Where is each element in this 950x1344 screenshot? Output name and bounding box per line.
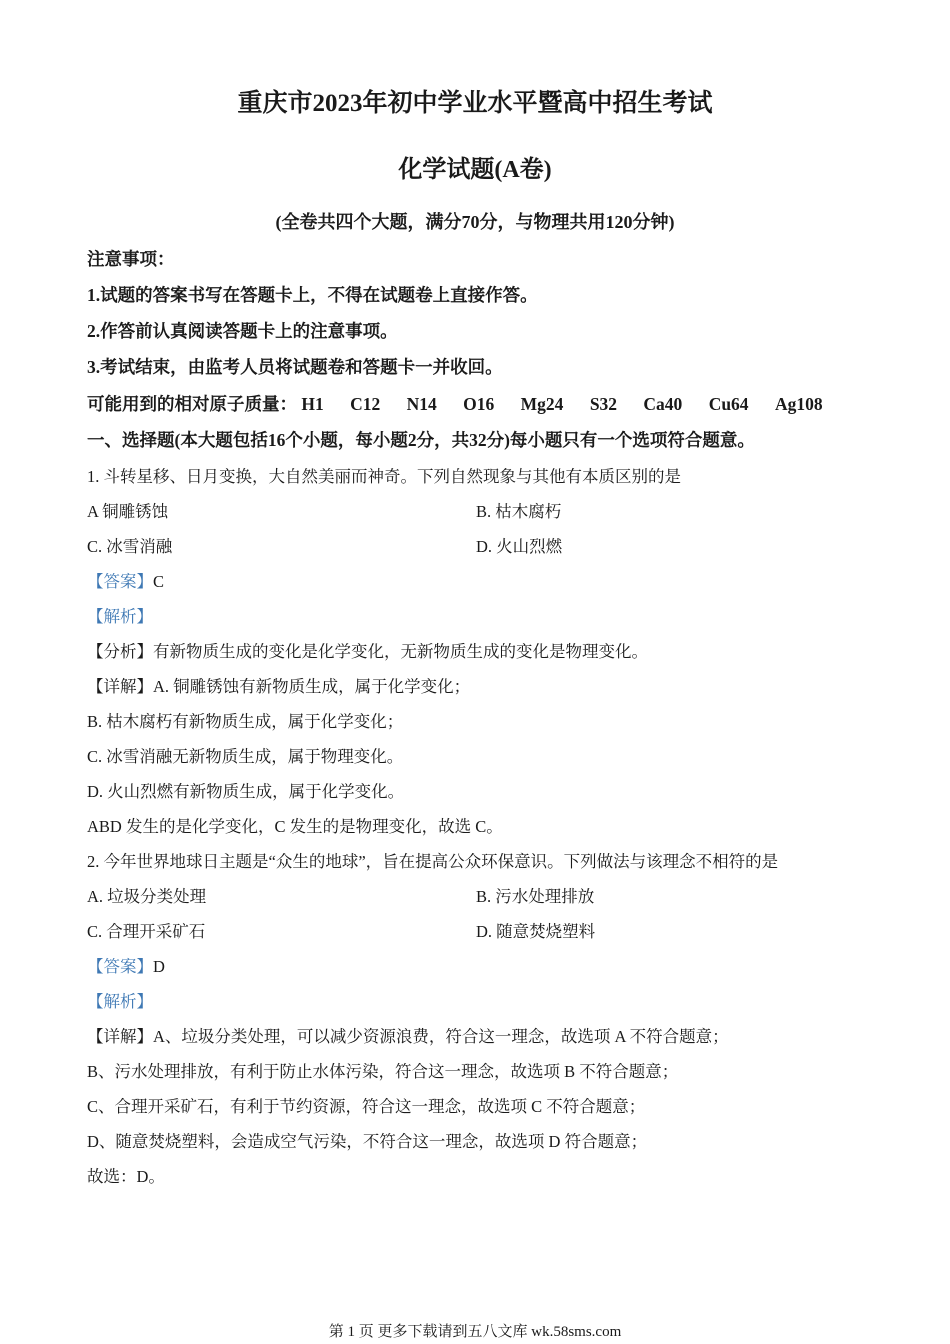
atomic-mass: Cu64 bbox=[708, 394, 749, 414]
atomic-mass: Mg24 bbox=[520, 394, 564, 414]
atomic-mass: Ag108 bbox=[774, 394, 823, 414]
question-1-stem: 1. 斗转星移、日月变换，大自然美丽而神奇。下列自然现象与其他有本质区别的是 bbox=[87, 467, 681, 486]
question-2-option-a: A. 垃圾分类处理 bbox=[87, 887, 207, 906]
question-1-answer bbox=[87, 570, 164, 594]
answer-value: C bbox=[153, 572, 165, 591]
answer-tag: 【答案】 bbox=[87, 572, 153, 591]
question-2-analysis-tag: 【解析】 bbox=[87, 992, 153, 1011]
question-2-option-c: C. 合理开采矿石 bbox=[87, 922, 206, 941]
explanation-tag: 【分析】 bbox=[87, 642, 153, 661]
notice-heading: 注意事项： bbox=[87, 249, 175, 269]
explanation-line bbox=[87, 675, 470, 699]
exam-title: 重庆市2023年初中学业水平暨高中招生考试 bbox=[237, 90, 713, 117]
atomic-mass: O16 bbox=[463, 394, 495, 414]
exam-note: (全卷共四个大题，满分70分，与物理共用120分钟) bbox=[275, 212, 675, 232]
explanation-line: C. 冰雪消融无新物质生成，属于物理变化。 bbox=[87, 747, 404, 766]
notice-item-1: 1.试题的答案书写在答题卡上，不得在试题卷上直接作答。 bbox=[87, 285, 538, 305]
page-footer: 第 1 页 更多下载请到五八文库 wk.58sms.com bbox=[328, 1324, 622, 1340]
exam-subtitle: 化学试题(A卷) bbox=[398, 157, 552, 183]
answer-value: D bbox=[153, 957, 165, 976]
explanation-line bbox=[87, 640, 648, 664]
atomic-mass: N14 bbox=[406, 394, 437, 414]
explanation-text: A、垃圾分类处理，可以减少资源浪费，符合这一理念，故选项 A 不符合题意； bbox=[153, 1027, 729, 1046]
question-2-stem: 2. 今年世界地球日主题是“众生的地球”，旨在提高公众环保意识。下列做法与该理念不相符的是 bbox=[87, 852, 779, 871]
atomic-mass: C12 bbox=[350, 394, 381, 414]
explanation-line: ABD 发生的是化学变化，C 发生的是物理变化，故选 C。 bbox=[87, 817, 503, 836]
question-2-answer bbox=[87, 955, 165, 979]
atomic-mass: Ca40 bbox=[643, 394, 683, 414]
explanation-line: D、随意焚烧塑料，会造成空气污染，不符合这一理念，故选项 D 符合题意； bbox=[87, 1132, 648, 1151]
explanation-line: 故选：D。 bbox=[87, 1167, 165, 1186]
explanation-text: A. 铜雕锈蚀有新物质生成，属于化学变化； bbox=[153, 677, 471, 696]
explanation-line: B、污水处理排放，有利于防止水体污染，符合这一理念，故选项 B 不符合题意； bbox=[87, 1062, 679, 1081]
explanation-line: C、合理开采矿石，有利于节约资源，符合这一理念，故选项 C 不符合题意； bbox=[87, 1097, 646, 1116]
notice-item-2: 2.作答前认真阅读答题卡上的注意事项。 bbox=[87, 321, 398, 341]
atomic-mass-line bbox=[87, 392, 845, 416]
answer-tag: 【答案】 bbox=[87, 957, 153, 976]
atomic-mass: S32 bbox=[589, 394, 618, 414]
question-1-option-c: C. 冰雪消融 bbox=[87, 537, 173, 556]
explanation-tag: 【详解】 bbox=[87, 1027, 153, 1046]
question-1-option-d: D. 火山烈燃 bbox=[476, 537, 563, 556]
atomic-mass: H1 bbox=[301, 394, 324, 414]
explanation-line: D. 火山烈燃有新物质生成，属于化学变化。 bbox=[87, 782, 405, 801]
explanation-line: B. 枯木腐朽有新物质生成，属于化学变化； bbox=[87, 712, 404, 731]
question-2-option-b: B. 污水处理排放 bbox=[476, 887, 595, 906]
question-1-option-b: B. 枯木腐朽 bbox=[476, 502, 562, 521]
explanation-line bbox=[87, 1025, 729, 1049]
question-1-option-a: A 铜雕锈蚀 bbox=[87, 502, 169, 521]
explanation-text: 有新物质生成的变化是化学变化，无新物质生成的变化是物理变化。 bbox=[153, 642, 648, 661]
section-1-heading: 一、选择题(本大题包括16个小题，每小题2分，共32分)每小题只有一个选项符合题意。 bbox=[87, 430, 755, 450]
question-1-analysis-tag: 【解析】 bbox=[87, 607, 153, 626]
notice-item-3: 3.考试结束，由监考人员将试题卷和答题卡一并收回。 bbox=[87, 357, 503, 377]
explanation-tag: 【详解】 bbox=[87, 677, 153, 696]
atomic-mass-label: 可能用到的相对原子质量： bbox=[87, 394, 297, 414]
question-2-option-d: D. 随意焚烧塑料 bbox=[476, 922, 596, 941]
